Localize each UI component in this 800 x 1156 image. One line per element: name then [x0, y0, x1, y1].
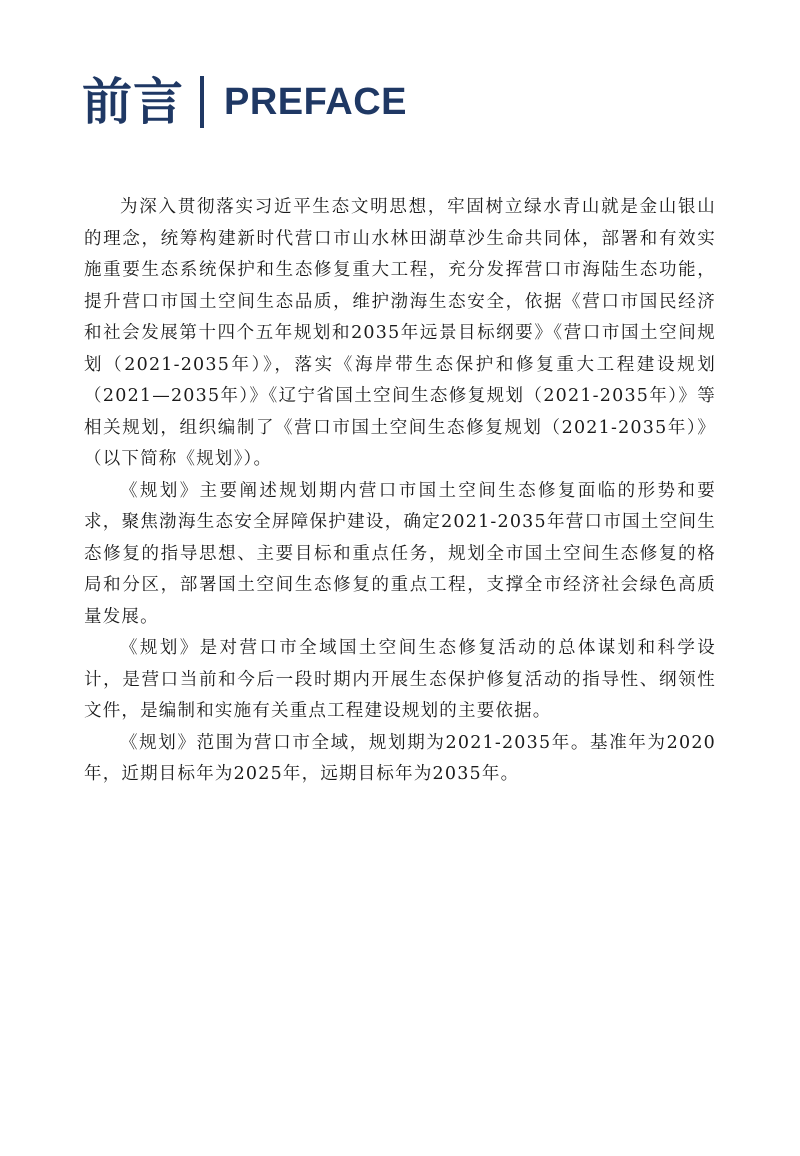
- preface-heading: [82, 70, 407, 134]
- paragraph: 为深入贯彻落实习近平生态文明思想，牢固树立绿水青山就是金山银山的理念，统筹构建新时代营口市山水林田湖草沙生命共同体，部署和有效实施重要生态系统保护和生态修复重大工程，充分发挥营口市海陆生态功能，提升营口市国土空间生态品质，维护渤海生态安全，依据《营口市国民经济和社会发展第十四个五年规划和2035年远景目标纲要》《营口市国土空间规划（2021-2035年）》，落实《海岸带生态保护和修复重大工程建设规划（2021—2035年）》《辽宁省国土空间生态修复规划（2021-2035年）》等相关规划，组织编制了《营口市国土空间生态修复规划（2021-2035年）》（以下简称《规划》）。: [84, 197, 716, 469]
- heading-english: PREFACE: [224, 81, 407, 123]
- paragraph: 《规划》范围为营口市全域，规划期为2021-2035年。基准年为2020年，近期目标年为2025年，远期目标年为2035年。: [84, 732, 716, 784]
- paragraph: 《规划》主要阐述规划期内营口市国土空间生态修复面临的形势和要求，聚焦渤海生态安全屏障保护建设，确定2021-2035年营口市国土空间生态修复的指导思想、主要目标和重点任务，规划全市国土空间生态修复的格局和分区，部署国土空间生态修复的重点工程，支撑全市经济社会绿色高质量发展。: [84, 480, 716, 627]
- heading-chinese: 前言: [82, 73, 184, 131]
- paragraph: 《规划》是对营口市全域国土空间生态修复活动的总体谋划和科学设计，是营口当前和今后一段时期内开展生态保护修复活动的指导性、纲领性文件，是编制和实施有关重点工程建设规划的主要依据。: [84, 638, 716, 721]
- preface-body: [84, 192, 716, 791]
- heading-separator: [200, 76, 204, 128]
